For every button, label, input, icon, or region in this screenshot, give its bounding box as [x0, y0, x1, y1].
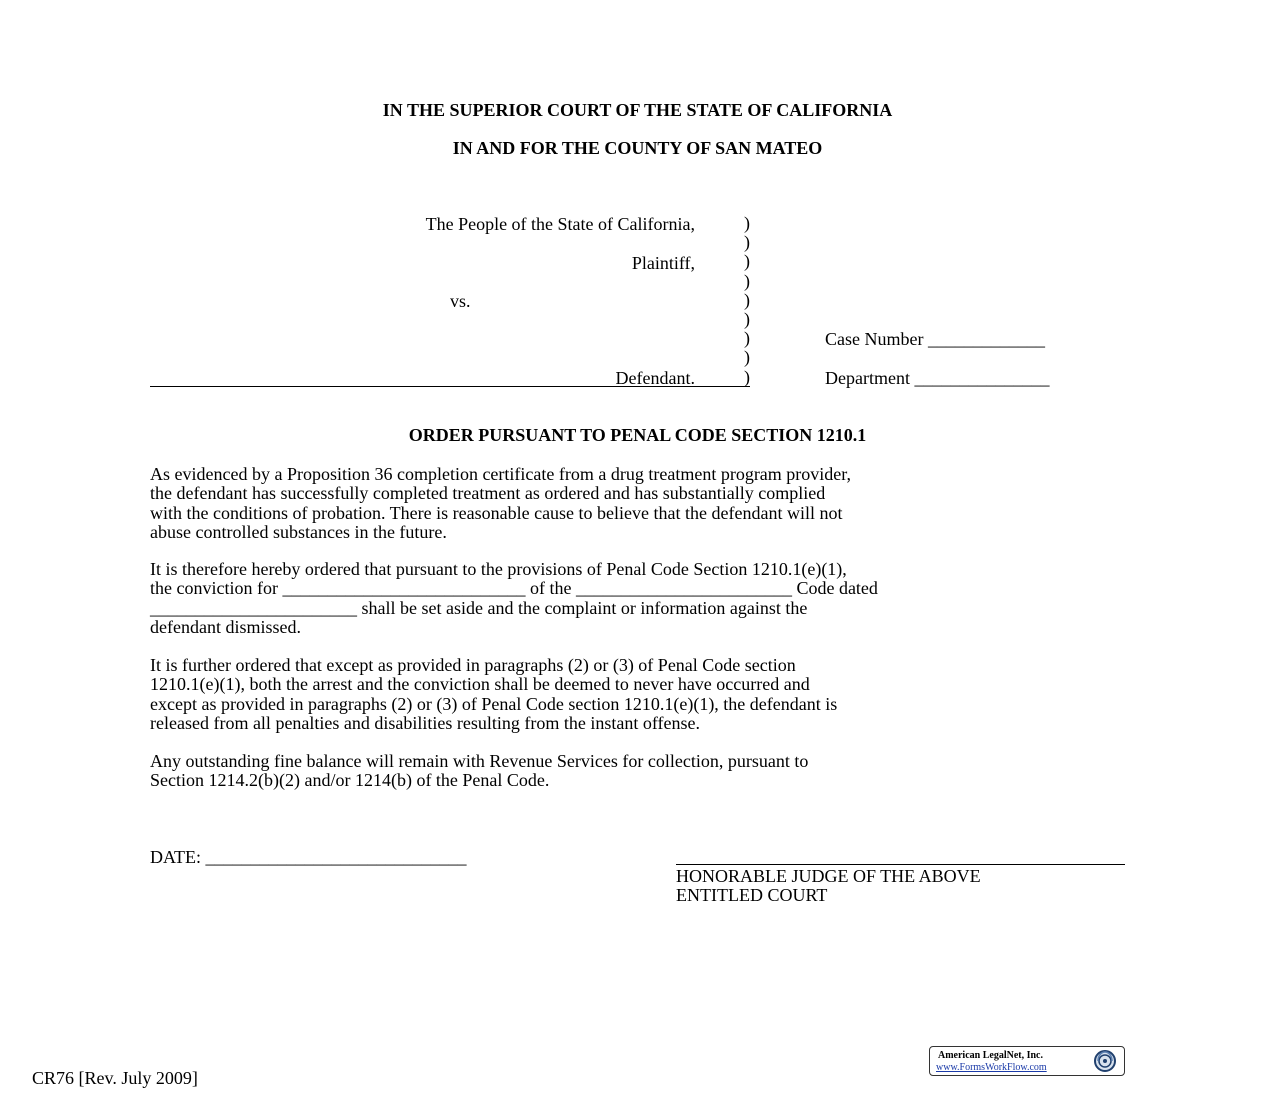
paragraph-line: It is further ordered that except as provided in paragraphs (2) or (3) of Penal Code section: [150, 655, 796, 675]
paragraph-line: _______________________ shall be set aside and the complaint or information against the: [150, 597, 808, 618]
paren: ): [744, 308, 750, 329]
judge-title-line2: ENTITLED COURT: [676, 885, 828, 905]
caption-defendant: Defendant.: [615, 368, 695, 388]
legalnet-logo[interactable]: [929, 1046, 1125, 1076]
paragraph-line: defendant dismissed.: [150, 616, 301, 637]
caption-parentheses-column: [744, 214, 750, 387]
judge-signature-line: [676, 864, 1125, 865]
paragraph-order-set-aside: [150, 560, 1130, 637]
paragraph-line: abuse controlled substances in the future.: [150, 521, 447, 542]
caption-people: The People of the State of California,: [425, 214, 695, 234]
paragraph-line: Any outstanding fine balance will remain with Revenue Services for collection, pursuant to: [150, 751, 809, 771]
date-field: DATE: _____________________________: [150, 847, 467, 867]
paragraph-fine-balance: [150, 752, 1130, 791]
paragraph-line: As evidenced by a Proposition 36 completion certificate from a drug treatment program provider,: [150, 464, 852, 484]
judge-title-line1: HONORABLE JUDGE OF THE ABOVE: [676, 866, 981, 886]
paren: ): [744, 251, 750, 272]
paren: ): [744, 328, 750, 349]
caption-plaintiff: Plaintiff,: [631, 253, 695, 273]
form-id: CR76 [Rev. July 2009]: [32, 1068, 198, 1088]
court-header-line2: IN AND FOR THE COUNTY OF SAN MATEO: [452, 138, 823, 158]
court-header-line1: IN THE SUPERIOR COURT OF THE STATE OF CALIFORNIA: [382, 100, 893, 120]
department-field: Department _______________: [825, 368, 1050, 388]
globe-icon: [1088, 1049, 1122, 1073]
paragraph-line: Section 1214.2(b)(2) and/or 1214(b) of the Penal Code.: [150, 770, 550, 791]
paren: ): [744, 213, 750, 233]
paragraph-line: released from all penalties and disabilities resulting from the instant offense.: [150, 712, 701, 733]
logo-url-link[interactable]: www.FormsWorkFlow.com: [936, 1062, 1047, 1073]
order-title: ORDER PURSUANT TO PENAL CODE SECTION 1210.1: [408, 425, 867, 445]
paragraph-evidence: [150, 465, 1130, 542]
paragraph-line: the conviction for ___________________________ of the ________________________ Code dated: [150, 578, 878, 599]
caption-vs: vs.: [450, 291, 471, 311]
logo-company-name: American LegalNet, Inc.: [938, 1050, 1043, 1061]
paragraph-line: the defendant has successfully completed treatment as ordered and has substantially complied: [150, 483, 826, 504]
case-number-field: Case Number _____________: [825, 329, 1045, 349]
paren: ): [744, 366, 750, 387]
paren: ): [744, 347, 750, 368]
paragraph-line: except as provided in paragraphs (2) or (3) of Penal Code section 1210.1(e)(1), the defendant is: [150, 693, 838, 714]
paragraph-line: It is therefore hereby ordered that pursuant to the provisions of Penal Code Section 1210.1(e)(1),: [150, 559, 847, 579]
paren: ): [744, 289, 750, 310]
paren: ): [744, 232, 750, 253]
paragraph-line: with the conditions of probation. There is reasonable cause to believe that the defendant will not: [150, 502, 843, 523]
paragraph-further-ordered: [150, 656, 1130, 733]
paragraph-line: 1210.1(e)(1), both the arrest and the conviction shall be deemed to never have occurred and: [150, 674, 810, 695]
paren: ): [744, 270, 750, 291]
